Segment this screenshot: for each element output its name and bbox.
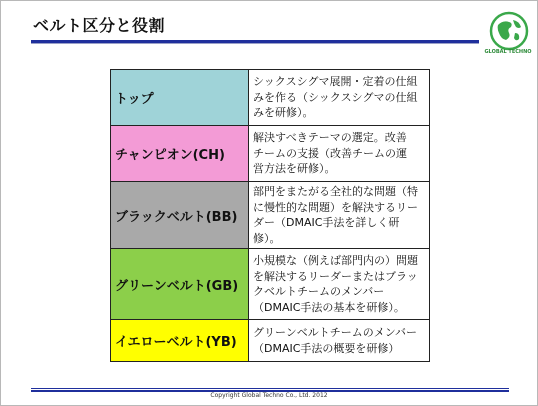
belt-description — [249, 320, 430, 362]
belt-description-line: （DMAIC手法の概要を研修） — [253, 341, 400, 355]
belt-description-line: グリーンベルトチームのメンバー — [253, 326, 418, 339]
belt-name: グリーンベルト(GB) — [111, 249, 249, 320]
belt-description — [249, 182, 430, 249]
belt-row — [111, 182, 430, 249]
belt-description-line: を解決するリーダーまたはブラッ — [253, 269, 418, 283]
belt-description-line: ダー（DMAIC手法を詳しく研修）。 — [253, 216, 400, 245]
belt-description-line: みを作る（シックスシグマの仕組 — [253, 90, 418, 104]
copyright-text: Copyright Global Techno Co., Ltd. 2012 — [210, 392, 328, 399]
belt-description — [249, 249, 430, 320]
globe-logo-icon — [489, 11, 529, 51]
belt-name: トップ — [111, 70, 249, 126]
belt-description-line: クベルトチームのメンバー — [253, 285, 385, 298]
belt-row — [111, 70, 430, 126]
belt-description-line: みを研修）。 — [253, 106, 314, 120]
belt-row — [111, 320, 430, 362]
footer-rule-thin — [31, 388, 509, 389]
belt-name: チャンピオン(CH) — [111, 126, 249, 182]
belt-description-line: 解決すべきテーマの選定。改善 — [253, 131, 407, 145]
belt-description-line: チームの支援（改善チームの運 — [253, 146, 407, 160]
belt-table — [110, 69, 430, 362]
belt-description — [249, 70, 430, 126]
belt-name: イエローベルト(YB) — [111, 320, 249, 362]
belt-description — [249, 126, 430, 182]
belt-row — [111, 249, 430, 320]
page-title: ベルト区分と役割 — [33, 16, 166, 35]
belt-description-line: （DMAIC手法の基本を研修）。 — [253, 300, 405, 314]
belt-description-line: 部門をまたがる全社的な問題（特 — [253, 185, 418, 198]
belt-description-line: に慢性的な問題）を解決するリー — [253, 200, 418, 214]
belt-description-line: 営方法を研修）。 — [253, 162, 336, 176]
belt-description-line: 小規模な（例えば部門内の）問題 — [253, 254, 418, 267]
belt-name: ブラックベルト(BB) — [111, 182, 249, 249]
title-underline-shadow — [31, 43, 479, 44]
logo-text: GLOBAL TECHNO — [484, 49, 532, 55]
belt-row — [111, 126, 430, 182]
belt-description-line: シックスシグマ展開・定着の仕組 — [253, 75, 418, 89]
